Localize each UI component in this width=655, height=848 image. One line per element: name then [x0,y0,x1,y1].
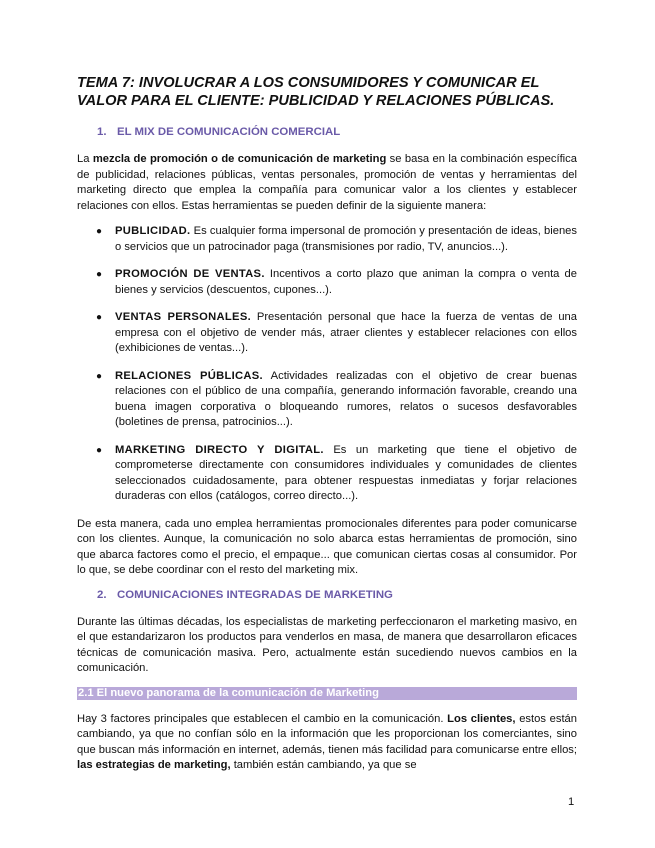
list-item-ventas [77,310,577,357]
section-2-title: COMUNICACIONES INTEGRADAS DE MARKETING [117,588,393,601]
section-2-intro: Durante las últimas décadas, los especialistas de marketing perfeccionaron el marketing masivo, en el que estandarizaron los productos para venderlos en masa, de manera que desarrollaron eficaces técnicas de comunicación masiva. Pero, actualmente están sucediendo nuevos cambios en la comunicación. [77,615,577,674]
section-1-title: EL MIX DE COMUNICACIÓN COMERCIAL [117,126,341,138]
page-number: 1 [568,796,575,808]
subsection-2-1-heading: 2.1 El nuevo panorama de la comunicación de Marketing [77,687,577,700]
list-item-publicidad [77,224,577,255]
intro-text-post: se basa en la combinación específica de publicidad, relaciones públicas, ventas personales, promoción de ventas y herramientas del marketing directo que emplea la compañía para comunicar valor a los clientes y establecer relaciones con ellos. Estas herramientas se pueden definir de la siguiente manera: [77,153,577,212]
subsection-2-1-paragraph [77,712,577,774]
list-item-relaciones [77,369,577,431]
section-1-closing: De esta manera, cada uno emplea herramientas promocionales diferentes para poder comunicarse con los clientes. Aunque, la comunicación no solo abarca estas herramientas de promoción, sino que abarca factores como el precio, el empaque... que comunican ciertas cosas al consumidor. Por lo que, se debe coordinar con el resto del marketing mix. [77,517,577,576]
bullet-icon: ● [96,269,103,280]
document-title: TEMA 7: INVOLUCRAR A LOS CONSUMIDORES Y COMUNICAR EL VALOR PARA EL CLIENTE: PUBLICIDAD Y RELACIONES PÚBLICAS. [77,75,555,109]
tool-text: Actividades realizadas con el objetivo de crear buenas relaciones con el público de una compañía, generando información favorable, creando una buena imagen corporativa o bloqueando rumores, relatos o sucesos desfavorables (boletines de prensa, patrocinios...). [115,369,577,428]
tool-term: VENTAS PERSONALES. [115,311,251,323]
intro-text-pre: La [77,153,93,165]
bullet-icon: ● [96,226,103,237]
bullet-icon: ● [96,370,103,382]
bullet-icon: ● [96,312,103,323]
para-text: estos están cambiando, ya que no confían sólo en la información que les proporcionan los comerciantes, sino que buscan más información en internet, además, tienen más facilidad para comunicarse entre ellos; [77,712,577,756]
document-page [77,74,577,784]
section-1-number: 1. [97,126,107,138]
section-2-heading [97,589,577,601]
tool-text: Incentivos a corto plazo que animan la compra o venta de bienes y servicios (descuentos, cupones...). [115,268,577,296]
tool-text: Es un marketing que tiene el objetivo de comprometerse directamente con consumidores individuales y comunidades de clientes seleccionados cuidadosamente, para obtener respuestas inmediatas y forjar relaciones duraderas con ellos (catálogos, correo directo...). [115,443,578,502]
tool-term: RELACIONES PÚBLICAS. [115,369,263,382]
section-1-intro [77,152,577,214]
tool-term: MARKETING DIRECTO Y DIGITAL. [115,443,324,456]
list-item-marketing-directo [77,443,577,505]
tool-text: Es cualquier forma impersonal de promoción y presentación de ideas, bienes o servicios que un patrocinador paga (transmisiones por radio, TV, anuncios...). [115,225,577,253]
list-item-promocion [77,267,577,298]
tool-text: Presentación personal que hace la fuerza de ventas de una empresa con el objetivo de vender más, atraer clientes y establecer relaciones con ellos (exhibiciones de ventas...). [115,311,577,354]
tools-list [77,224,577,505]
bullet-icon: ● [96,444,103,456]
para-text: también están cambiando, ya que se [230,759,417,771]
section-1-heading [97,126,577,138]
tool-term: PROMOCIÓN DE VENTAS. [115,268,265,280]
para-text: Hay 3 factores principales que establecen el cambio en la comunicación. [77,712,448,725]
tool-term: PUBLICIDAD. [115,225,191,237]
para-bold: las estrategias de marketing, [77,759,231,771]
para-bold: Los clientes, [447,712,516,725]
section-2-number: 2. [97,588,107,601]
intro-text-bold: mezcla de promoción o de comunicación de marketing [92,153,387,165]
